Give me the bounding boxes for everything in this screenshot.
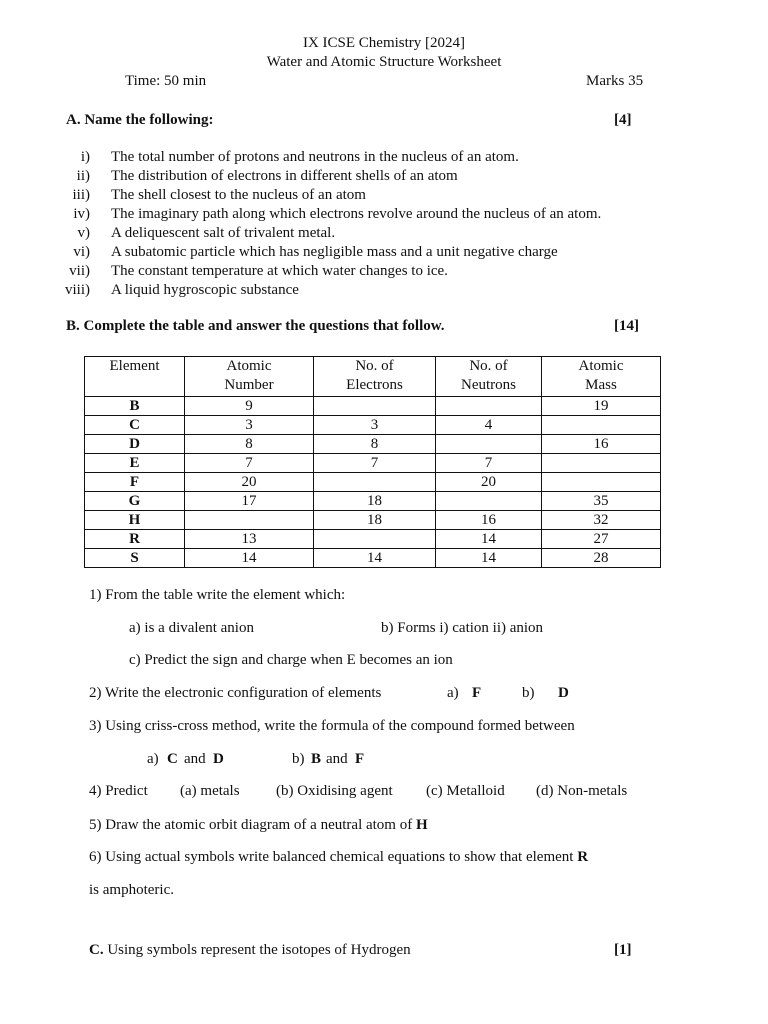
table-row [85, 530, 661, 549]
table-cell: 19 [542, 397, 661, 416]
table-row [85, 416, 661, 435]
question-6 [89, 849, 588, 866]
question-6-text: 6) Using actual symbols write balanced chemical equations to show that element [89, 849, 574, 865]
section-b-heading: B. Complete the table and answer the questions that follow. [66, 318, 445, 334]
list-item-number: vii) [69, 263, 90, 279]
time-label: Time: 50 min [125, 73, 207, 89]
section-b-marks: [14] [614, 318, 639, 334]
question-2a-label: a) [447, 685, 459, 701]
table-cell: D [85, 435, 185, 454]
question-2b-element: D [558, 685, 569, 701]
table-cell: E [85, 454, 185, 473]
table-row [85, 397, 661, 416]
table-cell [542, 473, 661, 492]
question-5-element: H [415, 817, 428, 833]
question-4a: (a) metals [180, 783, 240, 799]
table-cell [436, 435, 542, 454]
question-1: 1) From the table write the element which: [89, 587, 346, 603]
table-cell: 27 [542, 530, 661, 549]
question-6-continuation: is amphoteric. [89, 882, 174, 898]
table-cell: H [85, 511, 185, 530]
question-3b-label: b) [292, 751, 305, 767]
table-cell: 18 [314, 511, 436, 530]
question-3b-element-1: B [311, 751, 322, 767]
table-cell: 7 [185, 454, 314, 473]
table-cell [542, 416, 661, 435]
question-3a-element-2: D [213, 751, 224, 767]
section-c-marks: [1] [614, 942, 632, 958]
table-cell: 20 [436, 473, 542, 492]
table-cell: 28 [542, 549, 661, 568]
question-4: 4) Predict [89, 783, 148, 799]
table-cell: G [85, 492, 185, 511]
table-cell: 7 [436, 454, 542, 473]
table-cell: F [85, 473, 185, 492]
table-cell: 3 [314, 416, 436, 435]
table-cell: R [85, 530, 185, 549]
question-3b-element-2: F [355, 751, 365, 767]
list-item-number: iii) [72, 187, 90, 203]
table-cell [436, 397, 542, 416]
table-cell [314, 473, 436, 492]
list-item: The total number of protons and neutrons in the nucleus of an atom. [111, 149, 519, 165]
list-item: The constant temperature at which water changes to ice. [111, 263, 448, 279]
list-item: A deliquescent salt of trivalent metal. [111, 225, 336, 241]
table-row [85, 435, 661, 454]
page-title: IX ICSE Chemistry [2024] [302, 35, 466, 51]
question-2a-element: F [472, 685, 482, 701]
table-cell: 14 [314, 549, 436, 568]
question-3a-label: a) [147, 751, 159, 767]
list-item: A liquid hygroscopic substance [111, 282, 299, 298]
element-table [84, 356, 661, 568]
table-cell: 18 [314, 492, 436, 511]
table-cell [314, 397, 436, 416]
section-a-heading: A. Name the following: [66, 112, 214, 128]
table-row [85, 454, 661, 473]
table-row [85, 511, 661, 530]
table-cell: 3 [185, 416, 314, 435]
table-header-cell: No. of Neutrons [436, 357, 542, 397]
table-header-cell: Atomic Number [185, 357, 314, 397]
question-4c: (c) Metalloid [426, 783, 505, 799]
table-cell: 14 [185, 549, 314, 568]
list-item-number: iv) [73, 206, 90, 222]
question-2b-label: b) [522, 685, 535, 701]
question-3: 3) Using criss-cross method, write the formula of the compound formed between [89, 718, 575, 734]
question-4b: (b) Oxidising agent [276, 783, 393, 799]
table-cell: 7 [314, 454, 436, 473]
section-c-label: C. [89, 942, 104, 958]
question-3a-and: and [184, 751, 206, 767]
table-header-cell: Atomic Mass [542, 357, 661, 397]
list-item-number: vi) [73, 244, 90, 260]
list-item-number: i) [80, 149, 90, 165]
list-item: A subatomic particle which has negligible mass and a unit negative charge [111, 244, 558, 260]
list-item-number: v) [77, 225, 90, 241]
list-item: The imaginary path along which electrons revolve around the nucleus of an atom. [111, 206, 602, 222]
table-cell: 14 [436, 549, 542, 568]
section-c-heading [89, 942, 411, 959]
page-subtitle: Water and Atomic Structure Worksheet [266, 54, 502, 70]
question-1a: a) is a divalent anion [129, 620, 254, 636]
table-row [85, 473, 661, 492]
section-a-marks: [4] [614, 112, 632, 128]
table-cell [436, 492, 542, 511]
list-item: The distribution of electrons in different shells of an atom [111, 168, 458, 184]
table-cell: 35 [542, 492, 661, 511]
table-cell: 8 [185, 435, 314, 454]
marks-label: Marks 35 [586, 73, 644, 89]
table-cell [542, 454, 661, 473]
question-6-element: R [577, 849, 589, 865]
section-c-text: Using symbols represent the isotopes of Hydrogen [107, 942, 411, 958]
table-cell: 20 [185, 473, 314, 492]
question-3a-element-1: C [167, 751, 178, 767]
list-item-number: ii) [76, 168, 90, 184]
question-1c: c) Predict the sign and charge when E becomes an ion [129, 652, 453, 668]
question-3b-and: and [326, 751, 348, 767]
question-2: 2) Write the electronic configuration of elements [89, 685, 382, 701]
table-cell: S [85, 549, 185, 568]
list-item-number: viii) [65, 282, 90, 298]
table-cell: 13 [185, 530, 314, 549]
table-cell: 8 [314, 435, 436, 454]
table-cell: 16 [436, 511, 542, 530]
table-header-cell: No. of Electrons [314, 357, 436, 397]
table-cell [314, 530, 436, 549]
table-row [85, 492, 661, 511]
table-cell [185, 511, 314, 530]
table-cell: 14 [436, 530, 542, 549]
table-cell: 17 [185, 492, 314, 511]
table-header-row [85, 357, 661, 397]
question-5-text: 5) Draw the atomic orbit diagram of a neutral atom of [89, 817, 413, 833]
table-cell: 16 [542, 435, 661, 454]
table-cell: 32 [542, 511, 661, 530]
table-cell: 9 [185, 397, 314, 416]
table-cell: 4 [436, 416, 542, 435]
question-5 [89, 817, 428, 834]
list-item: The shell closest to the nucleus of an atom [111, 187, 366, 203]
question-1b: b) Forms i) cation ii) anion [381, 620, 544, 636]
table-cell: B [85, 397, 185, 416]
table-row [85, 549, 661, 568]
table-header-cell: Element [85, 357, 185, 397]
question-4d: (d) Non-metals [536, 783, 628, 799]
table-cell: C [85, 416, 185, 435]
